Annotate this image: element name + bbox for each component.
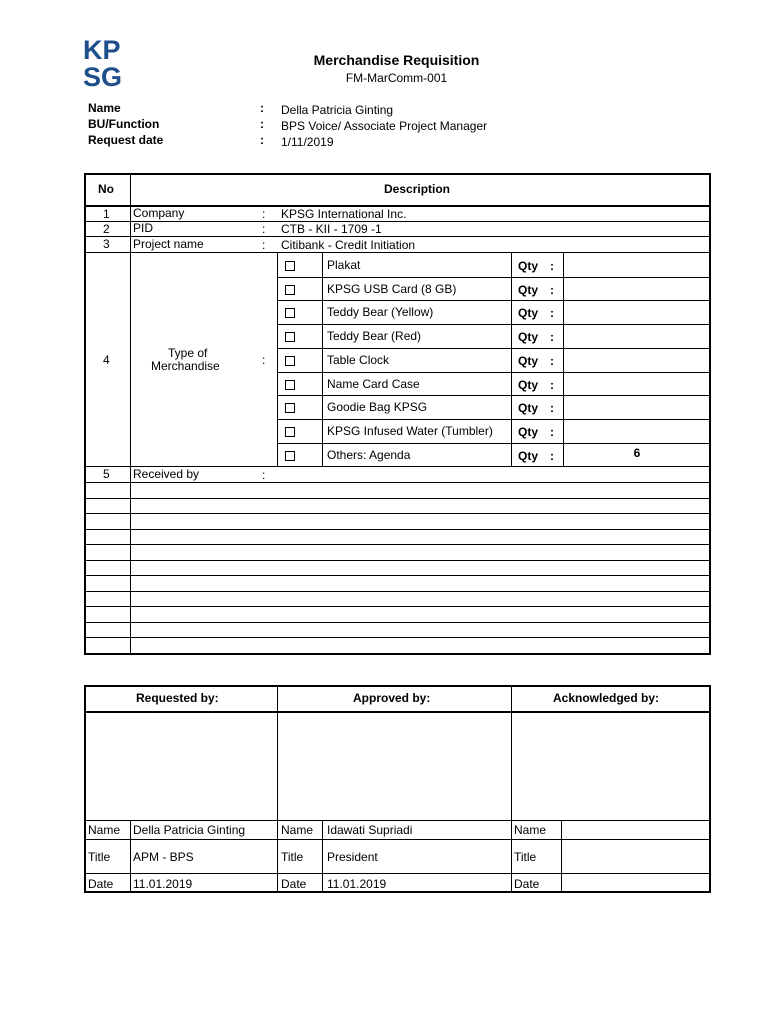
qty-label: Qty [518, 259, 539, 273]
name-colon: : [260, 101, 264, 115]
bu-function-label: BU/Function [88, 117, 160, 131]
bu-function-value: BPS Voice/ Associate Project Manager [281, 119, 488, 133]
approved-name-value: Idawati Supriadi [327, 823, 413, 837]
merch-item-name: KPSG USB Card (8 GB) [327, 282, 457, 296]
empty-row-line [85, 637, 710, 638]
merch-checkbox[interactable] [285, 261, 295, 271]
pid-label: PID [133, 221, 154, 235]
qty-label: Qty [518, 425, 539, 439]
company-colon: : [262, 207, 266, 221]
logo-text-top: KP [83, 37, 121, 65]
acknowledged-title-label: Title [514, 850, 537, 864]
empty-row-line [85, 591, 710, 592]
approved-date-value: 11.01.2019 [327, 877, 387, 891]
form-code: FM-MarComm-001 [345, 71, 448, 85]
empty-row-line [85, 560, 710, 561]
qty-colon: : [550, 283, 554, 297]
project-name-colon: : [262, 238, 266, 252]
row-3-no: 3 [103, 237, 110, 251]
approved-title-label: Title [281, 850, 304, 864]
page-title: Merchandise Requisition [313, 52, 480, 68]
logo-text-bottom: SG [83, 62, 123, 87]
project-name-value: Citibank - Credit Initiation [281, 238, 416, 252]
requested-title-value: APM - BPS [133, 850, 194, 864]
acknowledged-date-label: Date [514, 877, 540, 891]
acknowledged-name-label: Name [514, 823, 547, 837]
qty-value[interactable]: 6 [633, 446, 641, 460]
qty-label: Qty [518, 378, 539, 392]
requested-name-value: Della Patricia Ginting [133, 823, 246, 837]
merch-checkbox[interactable] [285, 356, 295, 366]
requested-date-value: 11.01.2019 [133, 877, 193, 891]
merch-item-name: Name Card Case [327, 377, 420, 391]
requested-title-label: Title [88, 850, 111, 864]
qty-label: Qty [518, 401, 539, 415]
qty-colon: : [550, 378, 554, 392]
qty-label: Qty [518, 283, 539, 297]
row-2-no: 2 [103, 222, 110, 236]
request-date-label: Request date [88, 133, 164, 147]
empty-row-line [85, 575, 710, 576]
approved-name-label: Name [281, 823, 314, 837]
merch-checkbox[interactable] [285, 403, 295, 413]
qty-colon: : [550, 401, 554, 415]
qty-colon: : [550, 330, 554, 344]
empty-row-line [85, 622, 710, 623]
qty-label: Qty [518, 354, 539, 368]
merch-item-name: Goodie Bag KPSG [327, 400, 428, 414]
approved-title-value: President [327, 850, 378, 864]
requested-by-header: Requested by: [136, 691, 219, 705]
company-value: KPSG International Inc. [281, 207, 407, 221]
name-label: Name [88, 101, 121, 115]
received-by-colon: : [262, 468, 266, 482]
approved-by-header: Approved by: [353, 691, 431, 705]
approved-date-label: Date [281, 877, 307, 891]
type-colon: : [262, 353, 266, 367]
empty-row-line [85, 606, 710, 607]
empty-row-line [85, 529, 710, 530]
merch-item-name: Others: Agenda [327, 448, 411, 462]
qty-colon: : [550, 354, 554, 368]
row-5-no: 5 [103, 467, 110, 481]
row-4-no: 4 [103, 353, 110, 367]
merch-item-name: Teddy Bear (Yellow) [327, 305, 434, 319]
empty-row-line [85, 513, 710, 514]
empty-row-line [85, 498, 710, 499]
type-label-line2: Merchandise [151, 359, 220, 373]
qty-colon: : [550, 449, 554, 463]
qty-colon: : [550, 259, 554, 273]
request-date-colon: : [260, 133, 264, 147]
merch-checkbox[interactable] [285, 380, 295, 390]
merch-checkbox[interactable] [285, 451, 295, 461]
acknowledged-by-header: Acknowledged by: [553, 691, 660, 705]
pid-colon: : [262, 222, 266, 236]
merch-checkbox[interactable] [285, 285, 295, 295]
requested-name-label: Name [88, 823, 121, 837]
merch-item-name: Plakat [327, 258, 361, 272]
requested-date-label: Date [88, 877, 114, 891]
merch-checkbox[interactable] [285, 308, 295, 318]
qty-colon: : [550, 425, 554, 439]
name-value: Della Patricia Ginting [281, 103, 394, 117]
column-header-description: Description [384, 182, 451, 196]
qty-label: Qty [518, 306, 539, 320]
column-header-no: No [98, 182, 114, 196]
bu-function-colon: : [260, 117, 264, 131]
received-by-label: Received by [133, 467, 200, 481]
empty-row-line [85, 482, 710, 483]
empty-row-line [85, 544, 710, 545]
project-name-label: Project name [133, 237, 204, 251]
merch-checkbox[interactable] [285, 332, 295, 342]
merch-item-name: KPSG Infused Water (Tumbler) [327, 424, 493, 438]
merch-checkbox[interactable] [285, 427, 295, 437]
merch-item-name: Teddy Bear (Red) [327, 329, 422, 343]
request-date-value: 1/11/2019 [281, 135, 334, 149]
merch-item-name: Table Clock [327, 353, 390, 367]
company-label: Company [133, 206, 185, 220]
qty-label: Qty [518, 330, 539, 344]
type-label-line1: Type of [168, 346, 208, 360]
qty-colon: : [550, 306, 554, 320]
pid-value: CTB - KII - 1709 -1 [281, 222, 382, 236]
row-1-no: 1 [103, 207, 110, 221]
qty-label: Qty [518, 449, 539, 463]
